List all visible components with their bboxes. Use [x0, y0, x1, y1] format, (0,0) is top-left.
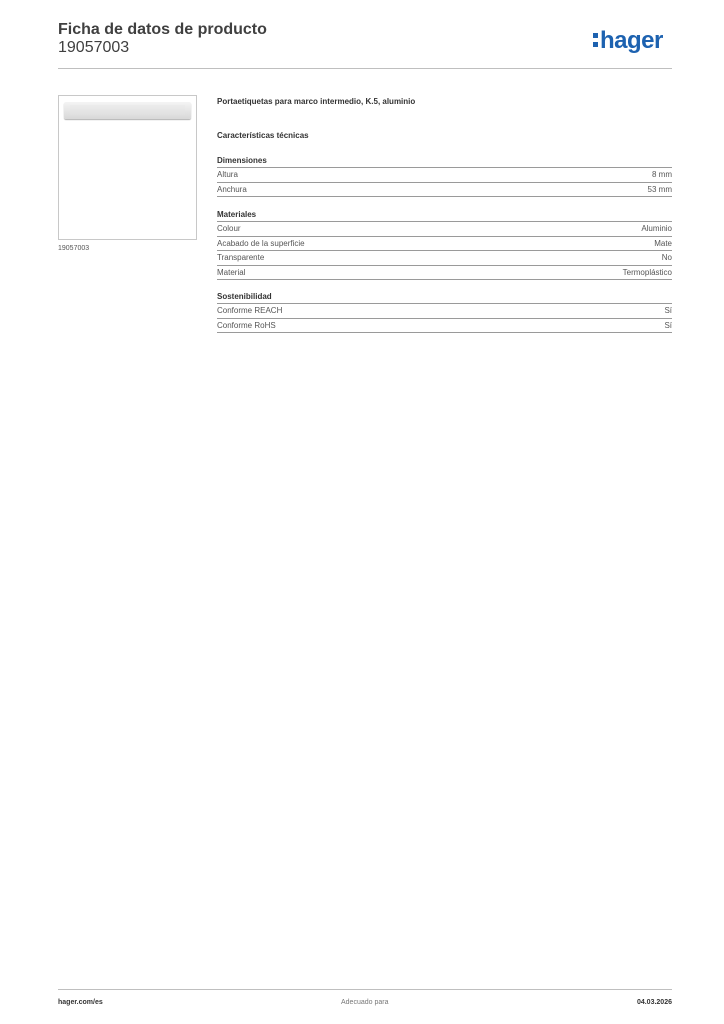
spec-value: No [661, 253, 672, 262]
spec-label: Material [217, 267, 246, 277]
product-description: Portaetiquetas para marco intermedio, K.5, aluminio [217, 97, 416, 106]
logo-text: hager [600, 27, 663, 54]
tech-characteristics-heading: Características técnicas [217, 131, 309, 140]
image-caption: 19057003 [58, 245, 90, 252]
product-code: 19057003 [58, 39, 130, 56]
spec-row [217, 319, 672, 334]
spec-value: Mate [654, 238, 672, 248]
spec-row [217, 222, 672, 237]
section-dimensiones [217, 155, 672, 197]
footer-note: Adecuado para [341, 999, 389, 1006]
section-title: Sostenibilidad [217, 291, 672, 304]
section-materiales [217, 209, 672, 280]
spec-row [217, 183, 672, 198]
spec-row [217, 237, 672, 252]
spec-value: Aluminio [641, 224, 672, 233]
spec-label: Conforme REACH [217, 306, 283, 315]
section-title: Dimensiones [217, 155, 672, 168]
footer-date: 04.03.2026 [636, 999, 672, 1006]
spec-label: Acabado de la superficie [217, 238, 305, 248]
section-sostenibilidad [217, 291, 672, 333]
spec-row [217, 304, 672, 319]
spec-value: Sí [664, 320, 672, 330]
spec-label: Anchura [217, 184, 247, 194]
product-image [58, 95, 197, 240]
spec-row [217, 251, 672, 266]
label-holder-picture [64, 102, 191, 119]
footer-website-link[interactable]: hager.com/es [58, 999, 103, 1006]
section-title: Materiales [217, 209, 672, 222]
spec-row [217, 168, 672, 183]
spec-label: Altura [217, 170, 238, 179]
logo-dots-icon [593, 33, 598, 49]
header-divider [58, 68, 672, 69]
spec-row [217, 266, 672, 281]
spec-label: Transparente [217, 253, 265, 262]
spec-value: Sí [664, 306, 672, 315]
page-title: Ficha de datos de producto [58, 21, 267, 38]
spec-label: Conforme RoHS [217, 320, 276, 330]
spec-value: 8 mm [652, 170, 672, 179]
spec-value: 53 mm [647, 184, 672, 194]
spec-label: Colour [217, 224, 241, 233]
spec-value: Termoplástico [622, 267, 672, 277]
hager-logo [593, 27, 663, 55]
footer-divider [58, 989, 672, 990]
